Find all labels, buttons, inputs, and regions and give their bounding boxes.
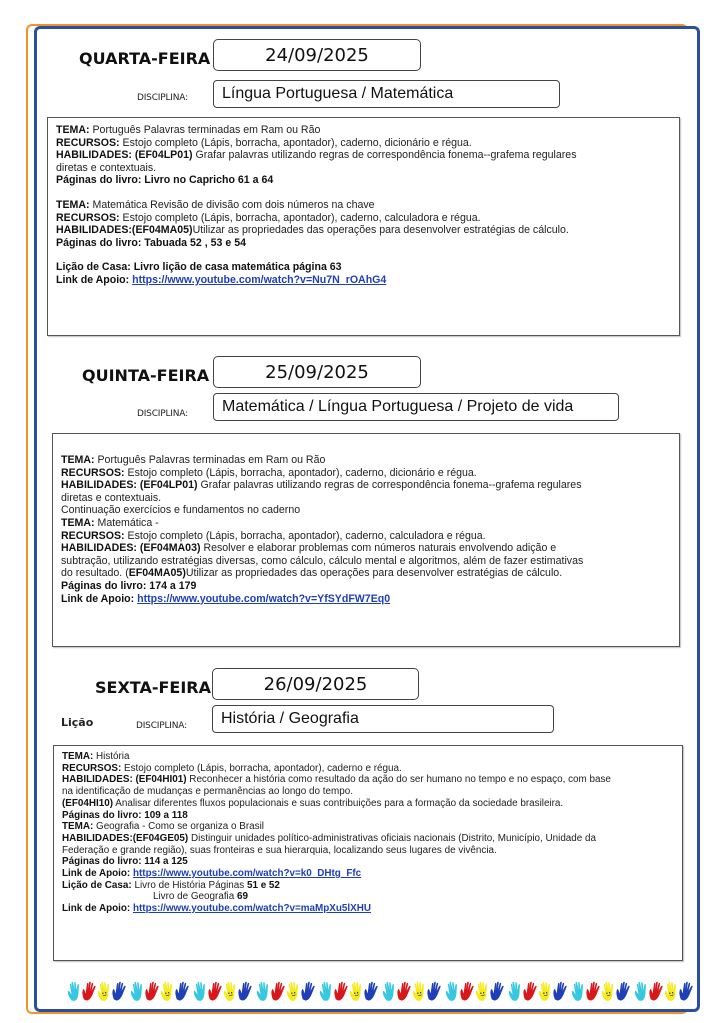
habilidades-text-cont: na identificação de mudanças e permanências ao longo do tempo. (62, 786, 353, 798)
recursos-text: Estojo completo (Lápis, borracha, apontador), caderno, dicionário e régua. (119, 136, 472, 149)
recursos-label: RECURSOS: (56, 136, 120, 149)
habilidades-label: HABILIDADES:(EF04GE05) (62, 832, 189, 844)
hand-group (66, 981, 126, 1007)
hand-icon (174, 981, 189, 1003)
homework-text: Livro de Geografia (153, 891, 237, 903)
discipline-field-wednesday: Língua Portuguesa / Matemática (213, 80, 560, 108)
habilidades-text-cont: diretas e contextuais. (56, 161, 157, 174)
recursos-text: Estojo completo (Lápis, borracha, apontador), caderno, calculadora e régua. (124, 529, 486, 542)
habilidades-code: EF04MA05) (128, 567, 186, 580)
tema-label: TEMA: (61, 516, 95, 529)
day-label-wednesday: QUARTA-FEIRA (79, 49, 211, 68)
licao-label: Lição (61, 716, 94, 729)
support-link-label: Link de Apoio: (56, 273, 130, 286)
recursos-label: RECURSOS: (56, 211, 120, 224)
hand-group (381, 981, 441, 1007)
habilidades-label: HABILIDADES: (EF04LP01) (56, 149, 193, 162)
discipline-label: DISCIPLINA: (136, 721, 187, 731)
habilidades-text: Grafar palavras utilizando regras de correspondência fonema--grafema regulares (197, 479, 582, 492)
recursos-text: Estojo completo (Lápis, borracha, apontador), caderno e régua. (121, 762, 402, 774)
habilidades-text-cont: subtração, utilizando estratégias diversas, como cálculo, cálculo mental e algoritmos, além de fazer estimativas (61, 554, 584, 567)
support-link[interactable]: https://www.youtube.com/watch?v=k0_DHtg_Ffc (132, 868, 362, 880)
support-link-label: Link de Apoio: (61, 592, 135, 605)
habilidades-text-cont: Utilizar as propriedades das operações para desenvolver estratégias de cálculo. (185, 567, 563, 580)
tema-text: Português Palavras terminadas em Ram ou Rão (94, 454, 326, 466)
hand-icon (426, 981, 441, 1003)
homework-label: Lição de Casa: (62, 879, 132, 891)
discipline-field-friday: História / Geografia (212, 705, 554, 733)
date-field-thursday: 25/09/2025 (213, 356, 421, 388)
tema-label: TEMA: (61, 454, 95, 466)
support-link-label: Link de Apoio: (62, 868, 131, 880)
lesson-content-thursday (52, 433, 680, 647)
hand-icon (363, 981, 378, 1003)
book-pages: Páginas do livro: 109 a 118 (62, 809, 188, 821)
book-pages: Páginas do livro: Tabuada 52 , 53 e 54 (56, 236, 246, 249)
hand-icon (111, 981, 126, 1003)
support-link[interactable]: https://www.youtube.com/watch?v=Nu7N_rOAhG4 (132, 273, 387, 286)
tema-label: TEMA: (56, 198, 90, 211)
hand-group (255, 981, 315, 1007)
day-label-friday: SEXTA-FEIRA (95, 678, 211, 697)
date-field-wednesday: 24/09/2025 (213, 39, 421, 71)
habilidades-text: Utilizar as propriedades das operações para desenvolver estratégias de cálculo. (192, 224, 569, 237)
discipline-label: DISCIPLINA: (137, 93, 188, 103)
tema-text: Geografia - Como se organiza o Brasil (93, 821, 264, 833)
habilidades-text-cont: Federação e grande região), suas fronteiras e sua hierarquia, localizando seus lugares de vivência. (62, 844, 497, 856)
day-label-thursday: QUINTA-FEIRA (82, 366, 210, 385)
hand-icon (678, 981, 693, 1003)
hand-icon (615, 981, 630, 1003)
support-link[interactable]: https://www.youtube.com/watch?v=YfSYdFW7Eq0 (137, 592, 391, 605)
hand-group (444, 981, 504, 1007)
recursos-label: RECURSOS: (62, 762, 122, 774)
recursos-text: Estojo completo (Lápis, borracha, apontador), caderno, dicionário e régua. (124, 466, 477, 479)
tema-text: Matemática - (94, 516, 159, 529)
habilidades-text: Grafar palavras utilizando regras de correspondência fonema--grafema regulares (192, 149, 577, 162)
book-pages: Páginas do livro: 174 a 179 (61, 579, 197, 592)
tema-label: TEMA: (56, 124, 90, 136)
habilidades-label: HABILIDADES:(EF04MA05) (56, 224, 193, 237)
hand-group (129, 981, 189, 1007)
hand-icon (237, 981, 252, 1003)
habilidades-label: HABILIDADES: (EF04HI01) (62, 774, 187, 786)
hand-group (318, 981, 378, 1007)
habilidades-code: (EF04HI10) (62, 797, 114, 809)
homework: Lição de Casa: Livro lição de casa matemática página 63 (56, 261, 342, 274)
habilidades-text: Resolver e elaborar problemas com números naturais envolvendo adição e (200, 542, 557, 555)
recursos-text: Estojo completo (Lápis, borracha, apontador), caderno, calculadora e régua. (119, 211, 481, 224)
tema-label: TEMA: (62, 821, 94, 833)
discipline-label: DISCIPLINA: (137, 409, 188, 419)
recursos-label: RECURSOS: (61, 529, 125, 542)
hand-icon (489, 981, 504, 1003)
support-link-label: Link de Apoio: (62, 903, 131, 915)
habilidades-label: HABILIDADES: (EF04MA03) (61, 542, 201, 555)
tema-text: Português Palavras terminadas em Ram ou Rão (89, 124, 321, 136)
homework-pages: 69 (237, 891, 248, 903)
lesson-content-wednesday (47, 117, 680, 336)
date-field-friday: 26/09/2025 (212, 668, 419, 700)
hand-group (507, 981, 567, 1007)
hand-icon (300, 981, 315, 1003)
habilidades-label: HABILIDADES: (EF04LP01) (61, 479, 198, 492)
habilidades-text: Reconhecer a história como resultado da ação do ser humano no tempo e no espaço, com base (186, 774, 611, 786)
hand-group (570, 981, 630, 1007)
hand-group (633, 981, 693, 1007)
habilidades-text: Distinguir unidades político-administrativas oficiais nacionais (Distrito, Município, Unidade da (188, 832, 597, 844)
book-pages: Páginas do livro: Livro no Capricho 61 a 64 (56, 174, 274, 187)
continuation-note: Continuação exercícios e fundamentos no caderno (61, 504, 301, 517)
discipline-field-thursday: Matemática / Língua Portuguesa / Projeto de vida (213, 393, 619, 421)
hand-icon (552, 981, 567, 1003)
homework-pages: 51 e 52 (246, 879, 280, 891)
recursos-label: RECURSOS: (61, 466, 125, 479)
hand-group (192, 981, 252, 1007)
homework-text: Livro de História Páginas (131, 879, 247, 891)
lesson-content-friday (53, 745, 683, 961)
hands-decoration (66, 981, 666, 1007)
book-pages: Páginas do livro: 114 a 125 (62, 856, 188, 868)
support-link[interactable]: https://www.youtube.com/watch?v=maMpXu5lXHU (132, 903, 372, 915)
tema-text: Matemática Revisão de divisão com dois números na chave (89, 198, 375, 211)
habilidades-text-cont: do resultado. ( (61, 567, 129, 580)
habilidades-text: Analisar diferentes fluxos populacionais e suas contribuições para a formação da sociedade brasileira. (113, 797, 564, 809)
tema-text: História (93, 751, 130, 762)
tema-label: TEMA: (62, 751, 94, 762)
habilidades-text-cont: diretas e contextuais. (61, 491, 162, 504)
